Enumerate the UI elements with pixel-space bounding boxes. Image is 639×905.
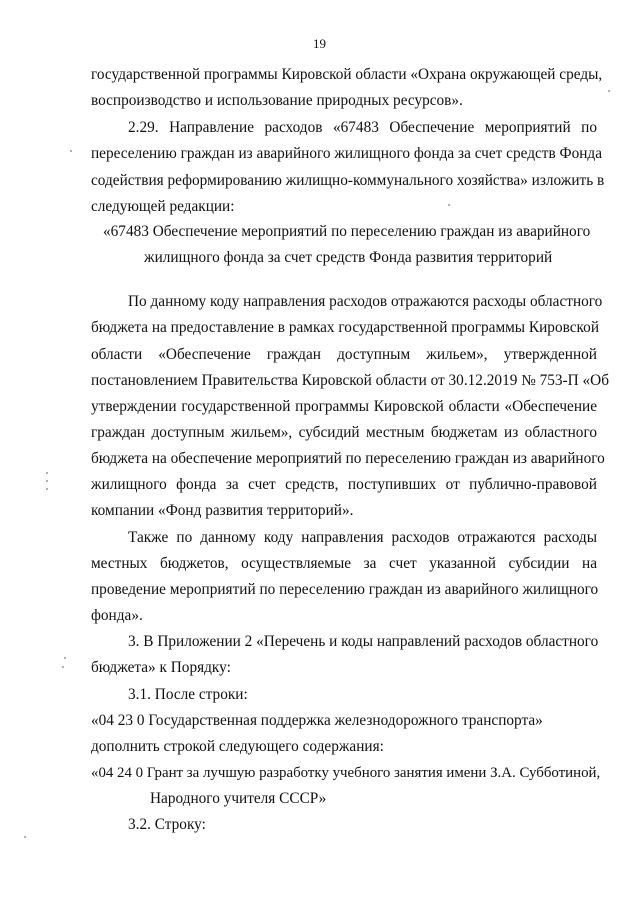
text-line: проведение мероприятий по переселению граждан из аварийного жилищного: [91, 581, 599, 598]
text-line: «04 23 0 Государственная поддержка железнодорожного транспорта»: [91, 712, 543, 729]
text-line: жилищного фонда за счет средств Фонда развития территорий: [144, 249, 553, 266]
page-number: 19: [313, 36, 326, 51]
text-line: содействия реформированию жилищно-коммунального хозяйства» изложить в: [91, 172, 605, 189]
scan-speck: [46, 488, 48, 490]
text-line: компании «Фонд развития территорий».: [91, 502, 354, 519]
text-line: 3. В Приложении 2 «Перечень и коды направлений расходов областного: [128, 633, 599, 650]
text-line: По данному коду направления расходов отражаются расходы областного: [128, 293, 603, 310]
scan-speck: [24, 836, 26, 838]
text-line: бюджета на обеспечение мероприятий по переселению граждан из аварийного: [91, 450, 605, 467]
text-line: Народного учителя СССР»: [150, 790, 327, 807]
text-line: дополнить строкой следующего содержания:: [91, 738, 384, 755]
text-line: «04 24 0 Грант за лучшую разработку учебного занятия имени З.А. Субботиной,: [91, 765, 601, 781]
text-line: 3.1. После строки:: [128, 686, 248, 703]
text-line: воспроизводство и использование природных ресурсов».: [91, 92, 463, 109]
text-line: 2.29. Направление расходов «67483 Обеспечение мероприятий по: [128, 119, 597, 136]
text-line: Также по данному коду направления расходов отражаются расходы: [128, 529, 597, 546]
text-line: бюджета на предоставление в рамках государственной программы Кировской: [91, 319, 600, 336]
text-line: утверждении государственной программы Кировской области «Обеспечение: [91, 398, 597, 415]
text-line: 3.2. Строку:: [128, 816, 206, 833]
text-line: переселению граждан из аварийного жилищного фонда за счет средств Фонда: [91, 145, 602, 162]
text-line: граждан доступным жильем», субсидий местным бюджетам из областного: [91, 424, 597, 441]
text-line: бюджета» к Порядку:: [91, 659, 231, 676]
scan-speck: [46, 472, 48, 474]
scan-speck: [448, 204, 450, 206]
text-line: «67483 Обеспечение мероприятий по переселению граждан из аварийного: [103, 223, 591, 240]
text-line: местных бюджетов, осуществляемые за счет указанной субсидии на: [91, 555, 597, 572]
scan-speck: [608, 90, 610, 92]
scan-speck: [70, 150, 72, 152]
text-line: жилищного фонда за счет средств, поступивших от публично-правовой: [91, 476, 597, 493]
text-line: постановлением Правительства Кировской области от 30.12.2019 № 753-П «Об: [91, 372, 610, 389]
text-line: области «Обеспечение граждан доступным жильем», утвержденной: [91, 346, 597, 363]
scan-speck: [64, 657, 66, 659]
text-line: государственной программы Кировской области «Охрана окружающей среды,: [91, 66, 603, 83]
text-line: следующей редакции:: [91, 198, 235, 215]
scan-speck: [46, 480, 48, 482]
text-line: фонда».: [91, 607, 143, 624]
scan-speck: [62, 666, 64, 668]
